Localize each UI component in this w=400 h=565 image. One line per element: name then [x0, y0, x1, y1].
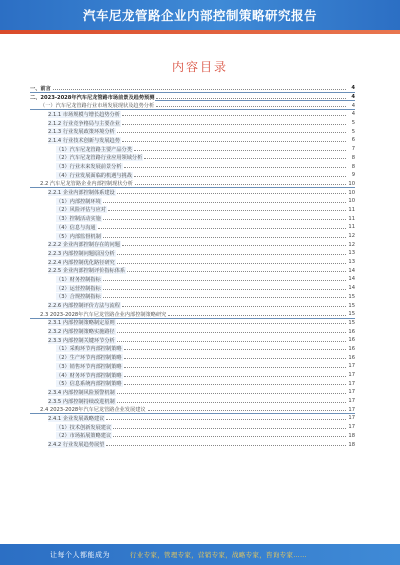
toc-leader-dots — [122, 245, 346, 246]
toc-entry[interactable] — [30, 214, 355, 223]
toc-entry[interactable] — [30, 388, 355, 397]
toc-leader-dots — [106, 419, 346, 420]
toc-leader-dots — [117, 254, 346, 255]
toc-entry-page: 8 — [351, 163, 355, 170]
toc-leader-dots — [148, 410, 346, 411]
toc-leader-dots — [144, 158, 346, 159]
toc-entry-page: 11 — [348, 206, 355, 213]
toc-leader-dots — [117, 402, 346, 403]
toc-entry-label: 2.2.5 企业内部控制评价指标体系 — [48, 268, 126, 275]
footer-slogan: 让每个人都能成为 — [50, 550, 110, 559]
toc-title: 内容目录 — [171, 60, 228, 74]
toc-entry[interactable] — [30, 275, 355, 284]
toc-entry-label: （1）财务控制指标 — [56, 276, 101, 283]
toc-entry-label: （2）汽车尼龙管路行业应用领域分析 — [56, 155, 143, 162]
table-of-contents — [30, 84, 355, 449]
toc-leader-dots — [124, 167, 346, 168]
toc-entry-label: 2.3.4 内部控制风险预警机制 — [48, 389, 115, 396]
toc-leader-dots — [98, 228, 346, 229]
toc-leader-dots — [156, 106, 346, 107]
toc-entry-label: （4）信息与沟通 — [56, 224, 96, 231]
toc-leader-dots — [108, 210, 346, 211]
toc-entry[interactable] — [30, 432, 355, 441]
toc-entry-page: 5 — [351, 128, 355, 135]
toc-leader-dots — [122, 115, 346, 116]
toc-entry-label: 2.3.1 内部控制策略制定原则 — [48, 320, 115, 327]
toc-entry-label: （2）风险评估与应对 — [56, 207, 106, 214]
toc-entry-page: 4 — [351, 102, 355, 109]
toc-entry-page: 11 — [348, 215, 355, 222]
toc-entry-label: 2.2.2 企业内部控制存在的问题 — [48, 242, 120, 249]
toc-leader-dots — [117, 332, 346, 333]
toc-entry-label: 2.3.3 内部控制关键环节分析 — [48, 337, 115, 344]
toc-entry[interactable] — [30, 345, 355, 354]
toc-entry-page: 15 — [348, 311, 355, 318]
toc-leader-dots — [117, 393, 346, 394]
toc-entry-page: 12 — [348, 241, 355, 248]
toc-leader-dots — [103, 202, 346, 203]
toc-entry-page: 13 — [348, 250, 355, 257]
toc-entry[interactable] — [30, 84, 355, 93]
toc-entry-page: 16 — [348, 337, 355, 344]
toc-entry-page: 17 — [348, 389, 355, 396]
toc-entry[interactable] — [30, 232, 355, 241]
toc-entry[interactable] — [30, 188, 355, 197]
toc-entry-label: 2.2 汽车尼龙管路企业内部控制现状分析 — [40, 181, 133, 188]
toc-entry-page: 17 — [348, 415, 355, 422]
toc-leader-dots — [135, 184, 346, 185]
toc-entry-page: 4 — [351, 85, 355, 92]
toc-entry[interactable] — [30, 258, 355, 267]
toc-leader-dots — [103, 289, 346, 290]
toc-leader-dots — [117, 323, 346, 324]
toc-entry-page: 16 — [348, 328, 355, 335]
toc-entry-page: 13 — [348, 259, 355, 266]
toc-leader-dots — [124, 367, 346, 368]
toc-entry[interactable] — [30, 119, 355, 128]
footer-tagline: 行业专家，管理专家，营销专家，战略专家，咨询专家…… — [130, 551, 307, 559]
toc-leader-dots — [122, 124, 346, 125]
toc-entry-label: （3）销售环节内部控制策略 — [56, 363, 122, 370]
toc-leader-dots — [53, 89, 346, 90]
toc-entry-label: 2.1.4 行业技术创新与发展趋势 — [48, 137, 120, 144]
toc-entry-page: 7 — [351, 146, 355, 153]
toc-entry-page: 10 — [348, 189, 355, 196]
toc-leader-dots — [156, 98, 346, 99]
toc-entry[interactable] — [30, 414, 355, 423]
toc-entry[interactable] — [30, 197, 355, 206]
toc-entry-label: 2.2.3 内部控制问题原因分析 — [48, 250, 115, 257]
toc-entry-label: （1）内部控制环境 — [56, 198, 101, 205]
toc-entry-label: 2.3 2023-2028年汽车尼龙管路企业内部控制策略研究 — [40, 311, 167, 318]
toc-entry-label: 一、前言 — [30, 85, 51, 92]
toc-entry-page: 17 — [348, 398, 355, 405]
toc-entry[interactable] — [30, 423, 355, 432]
toc-leader-dots — [127, 271, 346, 272]
toc-entry-label: 2.4.2 行业发展趋势展望 — [48, 442, 105, 449]
toc-leader-dots — [117, 193, 346, 194]
toc-entry[interactable] — [30, 266, 355, 275]
toc-entry-page: 14 — [348, 267, 355, 274]
toc-leader-dots — [106, 445, 346, 446]
toc-entry[interactable] — [30, 293, 355, 302]
toc-entry[interactable] — [30, 101, 355, 110]
toc-entry-label: （1）技术创新发展建议 — [56, 424, 112, 431]
toc-entry-label: 2.2.4 内部控制优化路径研究 — [48, 259, 115, 266]
toc-entry-page: 18 — [348, 441, 355, 448]
toc-entry[interactable] — [30, 336, 355, 345]
toc-entry[interactable] — [30, 353, 355, 362]
toc-entry-label: （2）运营控制指标 — [56, 285, 101, 292]
toc-entry[interactable] — [30, 136, 355, 145]
toc-entry-label: 2.1.2 行业竞争格局与主要企业 — [48, 120, 120, 127]
toc-entry-page: 10 — [348, 198, 355, 205]
toc-leader-dots — [103, 297, 346, 298]
toc-leader-dots — [103, 237, 346, 238]
toc-entry[interactable] — [30, 240, 355, 249]
toc-entry[interactable] — [30, 327, 355, 336]
toc-entry-label: （4）财务环节内部控制策略 — [56, 372, 122, 379]
toc-entry-page: 17 — [348, 372, 355, 379]
toc-entry-page: 10 — [348, 180, 355, 187]
toc-entry[interactable] — [30, 319, 355, 328]
toc-entry[interactable] — [30, 171, 355, 180]
toc-leader-dots — [122, 141, 346, 142]
toc-entry-label: 二、2023-2028年汽车尼龙管路市场前景及趋势预测 — [30, 94, 155, 101]
toc-leader-dots — [124, 384, 346, 385]
toc-leader-dots — [117, 263, 346, 264]
toc-entry-label: （3）控制活动实施 — [56, 216, 101, 223]
toc-entry-label: 2.4 2023-2028年汽车尼龙管路企业发展建议 — [40, 407, 146, 414]
footer-bar — [0, 544, 400, 565]
toc-entry-page: 17 — [348, 424, 355, 431]
toc-entry-label: 2.1.1 市场规模与增长趋势分析 — [48, 111, 120, 118]
toc-entry-label: 2.3.5 内部控制持续改进机制 — [48, 398, 115, 405]
toc-entry-page: 4 — [351, 94, 355, 101]
toc-leader-dots — [134, 150, 346, 151]
toc-entry[interactable] — [30, 127, 355, 136]
toc-leader-dots — [124, 376, 346, 377]
toc-entry-page: 15 — [348, 293, 355, 300]
toc-leader-dots — [117, 341, 346, 342]
header-accent-stripe — [0, 30, 400, 34]
toc-entry-page: 17 — [348, 380, 355, 387]
toc-entry[interactable] — [30, 154, 355, 163]
toc-entry[interactable] — [30, 110, 355, 119]
toc-entry-page: 12 — [348, 233, 355, 240]
toc-entry-label: （5）内部监督机制 — [56, 233, 101, 240]
toc-entry-label: 2.2.6 内部控制评价方法与流程 — [48, 303, 120, 310]
toc-entry-page: 16 — [348, 345, 355, 352]
toc-entry[interactable] — [30, 362, 355, 371]
toc-entry-page: 14 — [348, 285, 355, 292]
toc-leader-dots — [117, 132, 346, 133]
toc-leader-dots — [124, 349, 346, 350]
report-title: 汽车尼龙管路企业内部控制策略研究报告 — [82, 8, 317, 23]
toc-entry[interactable] — [30, 371, 355, 380]
toc-entry-page: 4 — [351, 111, 355, 118]
toc-entry[interactable] — [30, 397, 355, 406]
toc-entry-label: 2.3.2 内部控制策略实施路径 — [48, 329, 115, 336]
toc-entry-label: （3）行业未来发展前景分析 — [56, 164, 122, 171]
toc-entry-label: （3）合规控制指标 — [56, 294, 101, 301]
toc-entry[interactable] — [30, 379, 355, 388]
toc-entry-label: （4）行业发展面临的机遇与挑战 — [56, 172, 132, 179]
toc-entry-label: 2.2.1 企业内部控制体系建设 — [48, 190, 115, 197]
toc-entry-page: 11 — [348, 224, 355, 231]
toc-entry-label: （一）汽车尼龙管路行业市场发展现状及趋势分析 — [40, 103, 155, 110]
toc-entry[interactable] — [30, 223, 355, 232]
toc-leader-dots — [122, 306, 346, 307]
toc-entry[interactable] — [30, 284, 355, 293]
toc-entry-label: （5）信息系统内部控制策略 — [56, 381, 122, 388]
toc-entry[interactable] — [30, 162, 355, 171]
toc-leader-dots — [103, 280, 346, 281]
toc-entry-page: 5 — [351, 120, 355, 127]
toc-entry-page: 15 — [348, 319, 355, 326]
toc-entry[interactable] — [30, 206, 355, 215]
toc-entry-page: 9 — [351, 172, 355, 179]
header-bar — [0, 0, 400, 30]
toc-leader-dots — [134, 176, 346, 177]
toc-entry-page: 8 — [351, 154, 355, 161]
toc-leader-dots — [113, 436, 346, 437]
toc-entry-label: （1）汽车尼龙管路主要产品分类 — [56, 146, 132, 153]
toc-entry[interactable] — [30, 310, 355, 319]
toc-leader-dots — [124, 358, 346, 359]
toc-entry[interactable] — [30, 440, 355, 449]
toc-entry-page: 17 — [348, 406, 355, 413]
toc-entry-label: （2）市场拓展策略建议 — [56, 433, 112, 440]
toc-entry-label: 2.1.3 行业发展政策环境分析 — [48, 129, 115, 136]
toc-entry-page: 16 — [348, 354, 355, 361]
toc-entry[interactable] — [30, 145, 355, 154]
toc-leader-dots — [103, 219, 346, 220]
toc-entry[interactable] — [30, 249, 355, 258]
toc-entry[interactable] — [30, 93, 355, 102]
toc-entry-label: 2.4.1 企业发展战略建议 — [48, 415, 105, 422]
toc-entry-page: 6 — [351, 137, 355, 144]
toc-entry-page: 15 — [348, 302, 355, 309]
toc-leader-dots — [168, 315, 346, 316]
toc-entry-page: 14 — [348, 276, 355, 283]
toc-entry-label: （1）采购环节内部控制策略 — [56, 346, 122, 353]
toc-entry-page: 17 — [348, 363, 355, 370]
toc-entry-page: 18 — [348, 432, 355, 439]
toc-entry[interactable] — [30, 301, 355, 310]
toc-leader-dots — [113, 428, 346, 429]
toc-entry[interactable] — [30, 180, 355, 189]
toc-entry-label: （2）生产环节内部控制策略 — [56, 355, 122, 362]
toc-entry[interactable] — [30, 405, 355, 414]
